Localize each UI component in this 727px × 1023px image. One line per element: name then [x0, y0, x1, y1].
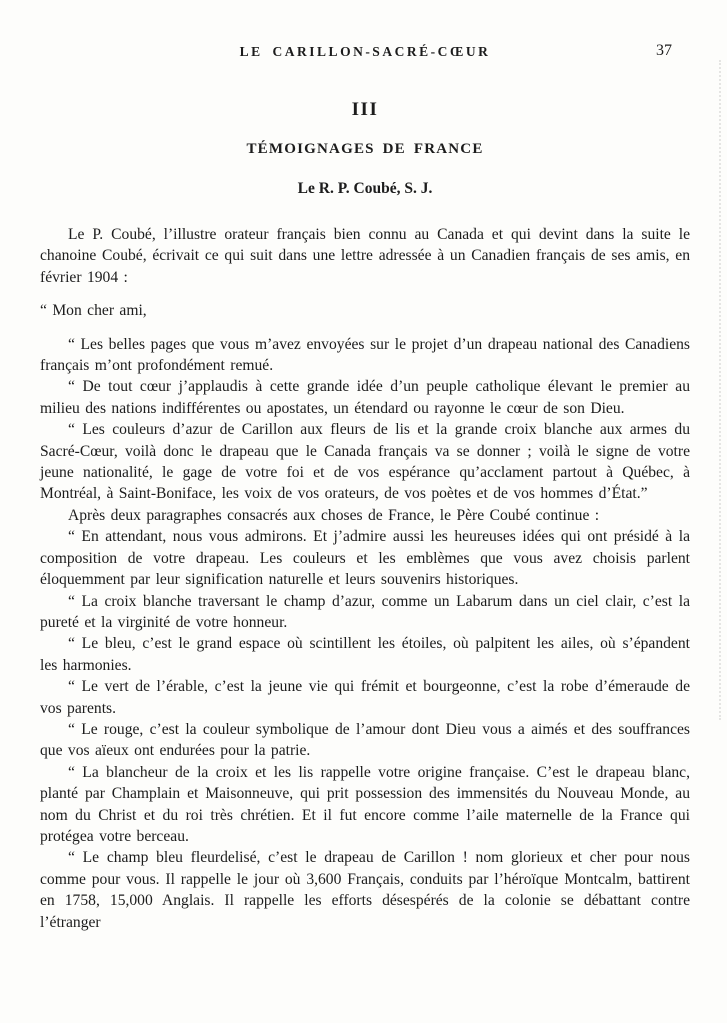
body-text — [40, 224, 690, 933]
paragraph: Après deux paragraphes consacrés aux choses de France, le Père Coubé continue : — [68, 506, 600, 524]
paragraph: “ Le bleu, c’est le grand espace où scintillent les étoiles, où palpitent les ailes, où s’épandent les harmonies. — [40, 635, 690, 674]
paragraph: “ En attendant, nous vous admirons. Et j’admire aussi les heureuses idées qui ont présidé à la composition de votre drapeau. Les couleurs et les emblèmes que vous avez choisis parlent éloquemment par leur signification naturelle et leurs souvenirs historiques. — [40, 528, 690, 589]
paragraph: “ Les couleurs d’azur de Carillon aux fleurs de lis et la grande croix blanche aux armes du Sacré-Cœur, voilà donc le drapeau que le Canada français va se donner ; voilà le signe de votre jeune nationalité, le gage de votre foi et de vos espérance qu’acclament partout à Québec, à Montréal, à Saint-Boniface, les voix de vos orateurs, de vos poètes et de vos hommes d’État.” — [40, 421, 690, 503]
paragraph: “ Le rouge, c’est la couleur symbolique de l’amour dont Dieu vous a aimés et des souffrances que vos aïeux ont endurées pour la patrie. — [40, 720, 690, 760]
running-header — [40, 44, 690, 64]
page-number: 37 — [656, 42, 672, 59]
section-number: III — [351, 99, 379, 120]
running-header-title: LE CARILLON-SACRÉ-CŒUR — [239, 44, 491, 59]
paragraph-salutation: “ Mon cher ami, — [40, 302, 147, 320]
paragraph: “ Le vert de l’érable, c’est la jeune vie qui frémit et bourgeonne, c’est la robe d’émeraude de vos parents. — [40, 678, 690, 717]
section-title: TÉMOIGNAGES DE FRANCE — [246, 141, 484, 157]
scan-noise-artifact — [717, 60, 721, 720]
paragraph: “ De tout cœur j’applaudis à cette grande idée d’un peuple catholique élevant le premier au milieu des nations indifférentes ou apostates, un étendard ou rayonne le cœur de son Dieu. — [40, 378, 690, 417]
paragraph: “ Les belles pages que vous m’avez envoyées sur le projet d’un drapeau national des Canadiens français m’ont profondément remué. — [40, 335, 690, 375]
paragraph: “ La blancheur de la croix et les lis rappelle votre origine française. C’est le drapeau blanc, planté par Champlain et Maisonneuve, qui prit possession des immensités du Nouveau Monde, au nom du Christ et du roi très chrétien. Et il fut encore comme l’aile maternelle de la France qui protégea votre berceau. — [40, 763, 690, 845]
paragraph-intro: Le P. Coubé, l’illustre orateur français bien connu au Canada et qui devint dans la suite le chanoine Coubé, écrivait ce qui suit dans une lettre adressée à un Canadien français de ses amis, en février 1904 : — [40, 226, 690, 286]
paragraph: “ Le champ bleu fleurdelisé, c’est le drapeau de Carillon ! nom glorieux et cher pour nous comme pour vous. Il rappelle le jour où 3,600 Français, conduits par l’héroïque Montcalm, battirent en 1758, 15,000 Anglais. Il rappelle les efforts désespérés de la colonie se débattant contre l’étranger — [40, 849, 690, 931]
subsection-title: Le R. P. Coubé, S. J. — [297, 180, 433, 197]
paragraph: “ La croix blanche traversant le champ d’azur, comme un Labarum dans un ciel clair, c’est la pureté et la virginité de votre honneur. — [40, 592, 690, 631]
